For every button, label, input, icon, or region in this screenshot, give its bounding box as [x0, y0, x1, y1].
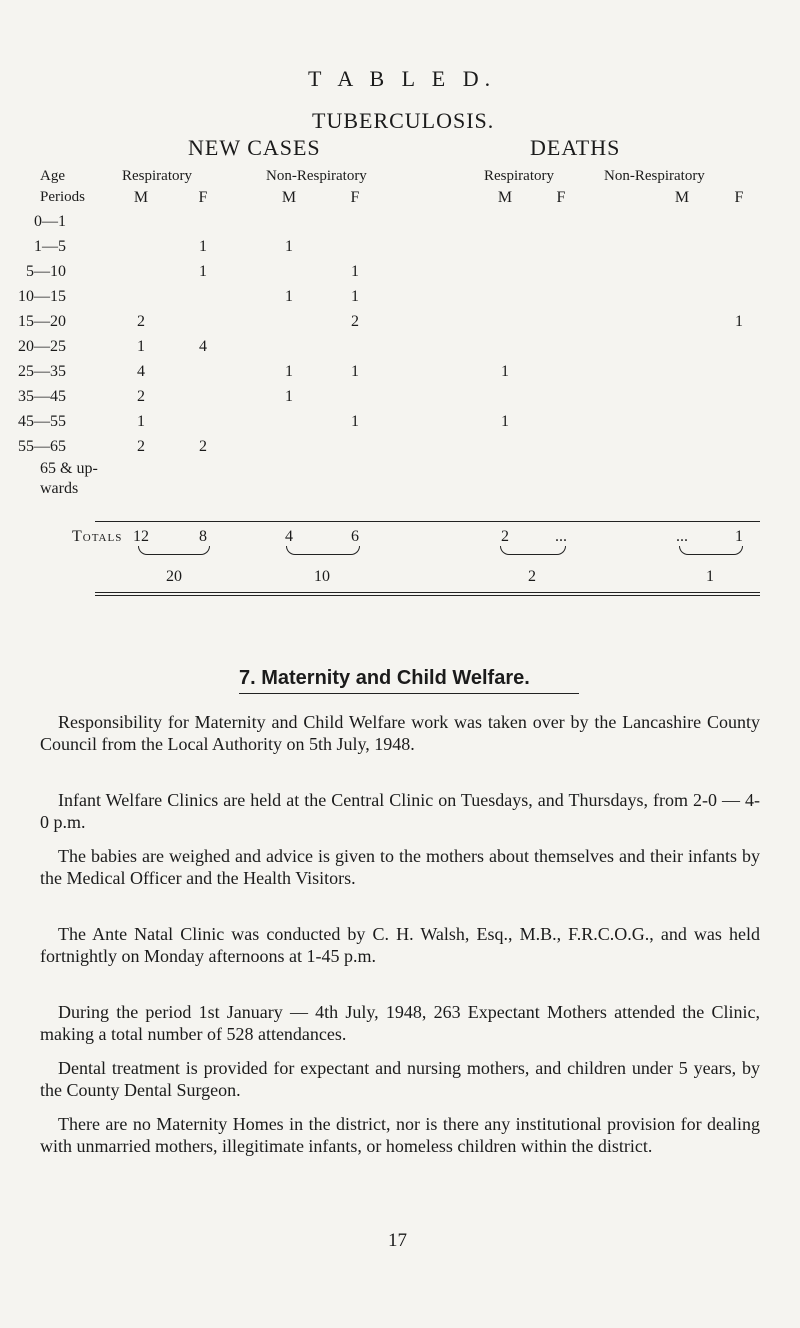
new-nonrespiratory-heading: Non-Respiratory — [266, 168, 367, 184]
mf-label: M — [133, 189, 149, 206]
group-brace — [679, 546, 743, 555]
age-column-heading: Age — [40, 168, 65, 184]
table-cell: 1 — [137, 338, 145, 355]
age-period: wards — [40, 480, 79, 497]
new-cases-heading: NEW CASES — [188, 135, 321, 160]
paragraph: The babies are weighed and advice is given to the mothers about themselves and their infants by the Medical Officer and the Health Visitors. — [40, 846, 760, 888]
paragraph: During the period 1st January — 4th July, 1948, 263 Expectant Mothers attended the Clinic, making a total number of 528 attendances. — [40, 1002, 760, 1044]
group-total: 1 — [706, 568, 714, 585]
table-cell: 1 — [351, 413, 359, 430]
total-cell: 2 — [501, 528, 509, 545]
page-number: 17 — [388, 1230, 407, 1251]
table-cell: 1 — [351, 363, 359, 380]
age-period: 1—5 — [34, 238, 66, 255]
mf-label: F — [556, 189, 566, 206]
table-cell: 2 — [137, 388, 145, 405]
table-cell: 1 — [285, 288, 293, 305]
deaths-heading: DEATHS — [530, 135, 621, 160]
group-total: 10 — [314, 568, 330, 585]
table-cell: 4 — [199, 338, 207, 355]
age-period: 10—15 — [18, 288, 66, 305]
table-cell: 4 — [137, 363, 145, 380]
table-cell: 2 — [199, 438, 207, 455]
table-cell: 1 — [501, 413, 509, 430]
age-period: 65 & up- — [40, 460, 98, 477]
totals-rule-top — [95, 521, 760, 522]
total-cell: 8 — [199, 528, 207, 545]
group-brace — [500, 546, 566, 555]
deaths-respiratory-heading: Respiratory — [484, 168, 554, 184]
total-cell: ... — [676, 528, 688, 545]
table-cell: 1 — [501, 363, 509, 380]
section-title-underline — [239, 693, 579, 694]
periods-column-heading: Periods — [40, 189, 85, 205]
age-period: 45—55 — [18, 413, 66, 430]
mf-label: F — [734, 189, 744, 206]
group-brace — [286, 546, 360, 555]
table-cell: 1 — [351, 263, 359, 280]
table-cell: 2 — [137, 313, 145, 330]
table-cell: 1 — [351, 288, 359, 305]
mf-label: M — [674, 189, 690, 206]
section-title: 7. Maternity and Child Welfare. — [239, 667, 530, 689]
deaths-nonrespiratory-heading: Non-Respiratory — [604, 168, 705, 184]
group-total: 2 — [528, 568, 536, 585]
group-brace — [138, 546, 210, 555]
table-cell: 1 — [199, 263, 207, 280]
age-period: 5—10 — [26, 263, 66, 280]
age-period: 0—1 — [34, 213, 66, 230]
age-period: 15—20 — [18, 313, 66, 330]
table-cell: 2 — [137, 438, 145, 455]
age-period: 55—65 — [18, 438, 66, 455]
paragraph: Responsibility for Maternity and Child Welfare work was taken over by the Lancashire County Council from the Local Authority on 5th July, 1948. — [40, 712, 760, 754]
table-cell: 1 — [137, 413, 145, 430]
mf-label: F — [198, 189, 208, 206]
table-cell: 1 — [285, 363, 293, 380]
paragraph: The Ante Natal Clinic was conducted by C. H. Walsh, Esq., M.B., F.R.C.O.G., and was held fortnightly on Monday afternoons at 1-45 p.m. — [40, 924, 760, 966]
table-cell: 1 — [285, 238, 293, 255]
table-cell: 2 — [351, 313, 359, 330]
mf-label: M — [281, 189, 297, 206]
total-cell: 12 — [133, 528, 149, 545]
table-title: T A B L E D. — [308, 66, 497, 91]
paragraph: There are no Maternity Homes in the district, nor is there any institutional provision for dealing with unmarried mothers, illegitimate infants, or homeless children within the district. — [40, 1114, 760, 1156]
totals-rule-bottom — [95, 592, 760, 593]
totals-label: Totals — [72, 528, 123, 545]
paragraph: Dental treatment is provided for expectant and nursing mothers, and children under 5 years, by the County Dental Surgeon. — [40, 1058, 760, 1100]
new-respiratory-heading: Respiratory — [122, 168, 192, 184]
total-cell: 1 — [735, 528, 743, 545]
table-subtitle: TUBERCULOSIS. — [312, 108, 495, 133]
mf-label: F — [350, 189, 360, 206]
total-cell: 6 — [351, 528, 359, 545]
table-cell: 1 — [285, 388, 293, 405]
table-cell: 1 — [735, 313, 743, 330]
total-cell: 4 — [285, 528, 293, 545]
age-period: 20—25 — [18, 338, 66, 355]
age-period: 25—35 — [18, 363, 66, 380]
group-total: 20 — [166, 568, 182, 585]
paragraph: Infant Welfare Clinics are held at the Central Clinic on Tuesdays, and Thursdays, from 2-0 — 4-0 p.m. — [40, 790, 760, 832]
table-cell: 1 — [199, 238, 207, 255]
totals-rule-bottom-double — [95, 595, 760, 596]
total-cell: ... — [555, 528, 567, 545]
age-period: 35—45 — [18, 388, 66, 405]
mf-label: M — [497, 189, 513, 206]
